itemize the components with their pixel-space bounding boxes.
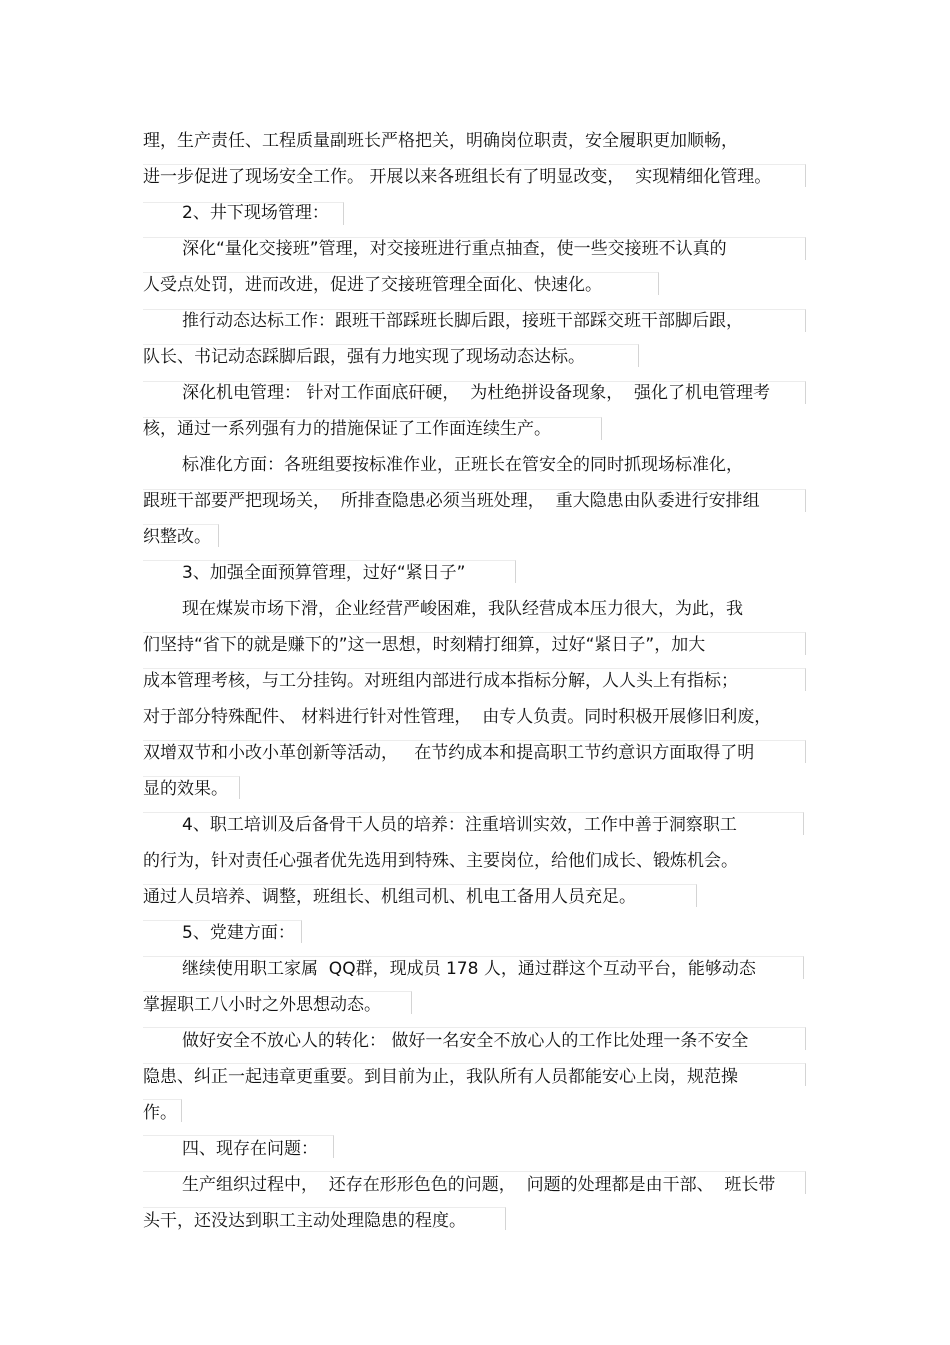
section-heading: 5、党建方面： — [182, 923, 295, 943]
body-text-line: 们坚持“省下的就是赚下的”这一思想，时刻精打细算，过好“紧日子”，加大 — [143, 635, 706, 655]
body-text-line: 的行为，针对责任心强者优先选用到特殊、主要岗位，给他们成长、锻炼机会。 — [143, 851, 738, 871]
body-text-line: 理，生产责任、工程质量副班长严格把关，明确岗位职责，安全履职更加顺畅， — [143, 131, 738, 151]
body-text-line: 显的效果。 — [143, 779, 228, 799]
body-text-line: 队长、书记动态踩脚后跟，强有力地实现了现场动态达标。 — [143, 347, 585, 367]
body-text-line: 对于部分特殊配件、 材料进行针对性管理， 由专人负责。同时积极开展修旧利废， — [143, 707, 772, 727]
body-text-line: 掌握职工八小时之外思想动态。 — [143, 995, 381, 1015]
paragraph-first-line: 现在煤炭市场下滑，企业经营严峻困难，我队经营成本压力很大，为此，我 — [182, 599, 743, 619]
section-heading: 3、加强全面预算管理，过好“紧日子” — [182, 563, 466, 583]
body-text-line: 隐患、纠正一起违章更重要。到目前为止，我队所有人员都能安心上岗，规范操 — [143, 1067, 738, 1087]
section-heading: 四、现存在问题： — [182, 1139, 318, 1159]
section-heading: 4、职工培训及后备骨干人员的培养：注重培训实效，工作中善于洞察职工 — [182, 815, 737, 835]
body-text-line: 人受点处罚，进而改进，促进了交接班管理全面化、快速化。 — [143, 275, 602, 295]
paragraph-first-line: 深化“量化交接班”管理，对交接班进行重点抽查，使一些交接班不认真的 — [182, 239, 727, 259]
body-text-line: 核，通过一系列强有力的措施保证了工作面连续生产。 — [143, 419, 551, 439]
paragraph-first-line: 推行动态达标工作：跟班干部踩班长脚后跟，接班干部踩交班干部脚后跟， — [182, 311, 743, 331]
body-text-line: 头干，还没达到职工主动处理隐患的程度。 — [143, 1211, 466, 1231]
section-heading: 2、井下现场管理： — [182, 203, 329, 223]
paragraph-first-line: 标准化方面：各班组要按标准作业，正班长在管安全的同时抓现场标准化， — [182, 455, 743, 475]
body-text-line: 通过人员培养、调整，班组长、机组司机、机电工备用人员充足。 — [143, 887, 636, 907]
paragraph-first-line: 生产组织过程中， 还存在形形色色的问题， 问题的处理都是由干部、 班长带 — [182, 1175, 776, 1195]
body-text-line: 进一步促进了现场安全工作。 开展以来各班组长有了明显改变， 实现精细化管理。 — [143, 167, 772, 187]
body-text-line: 织整改。 — [143, 527, 211, 547]
body-text-line: 跟班干部要严把现场关， 所排查隐患必须当班处理， 重大隐患由队委进行安排组 — [143, 491, 760, 511]
paragraph-first-line: 深化机电管理： 针对工作面底矸硬， 为杜绝拼设备现象， 强化了机电管理考 — [182, 383, 771, 403]
paragraph-first-line: 做好安全不放心人的转化： 做好一名安全不放心人的工作比处理一条不安全 — [182, 1031, 749, 1051]
body-text-line: 双增双节和小改小革创新等活动， 在节约成本和提高职工节约意识方面取得了明 — [143, 743, 755, 763]
body-text-line: 成本管理考核，与工分挂钩。对班组内部进行成本指标分解，人人头上有指标； — [143, 671, 738, 691]
body-text-line: 作。 — [143, 1103, 177, 1123]
paragraph-first-line: 继续使用职工家属 QQ群，现成员 178 人，通过群这个互动平台，能够动态 — [182, 959, 756, 979]
